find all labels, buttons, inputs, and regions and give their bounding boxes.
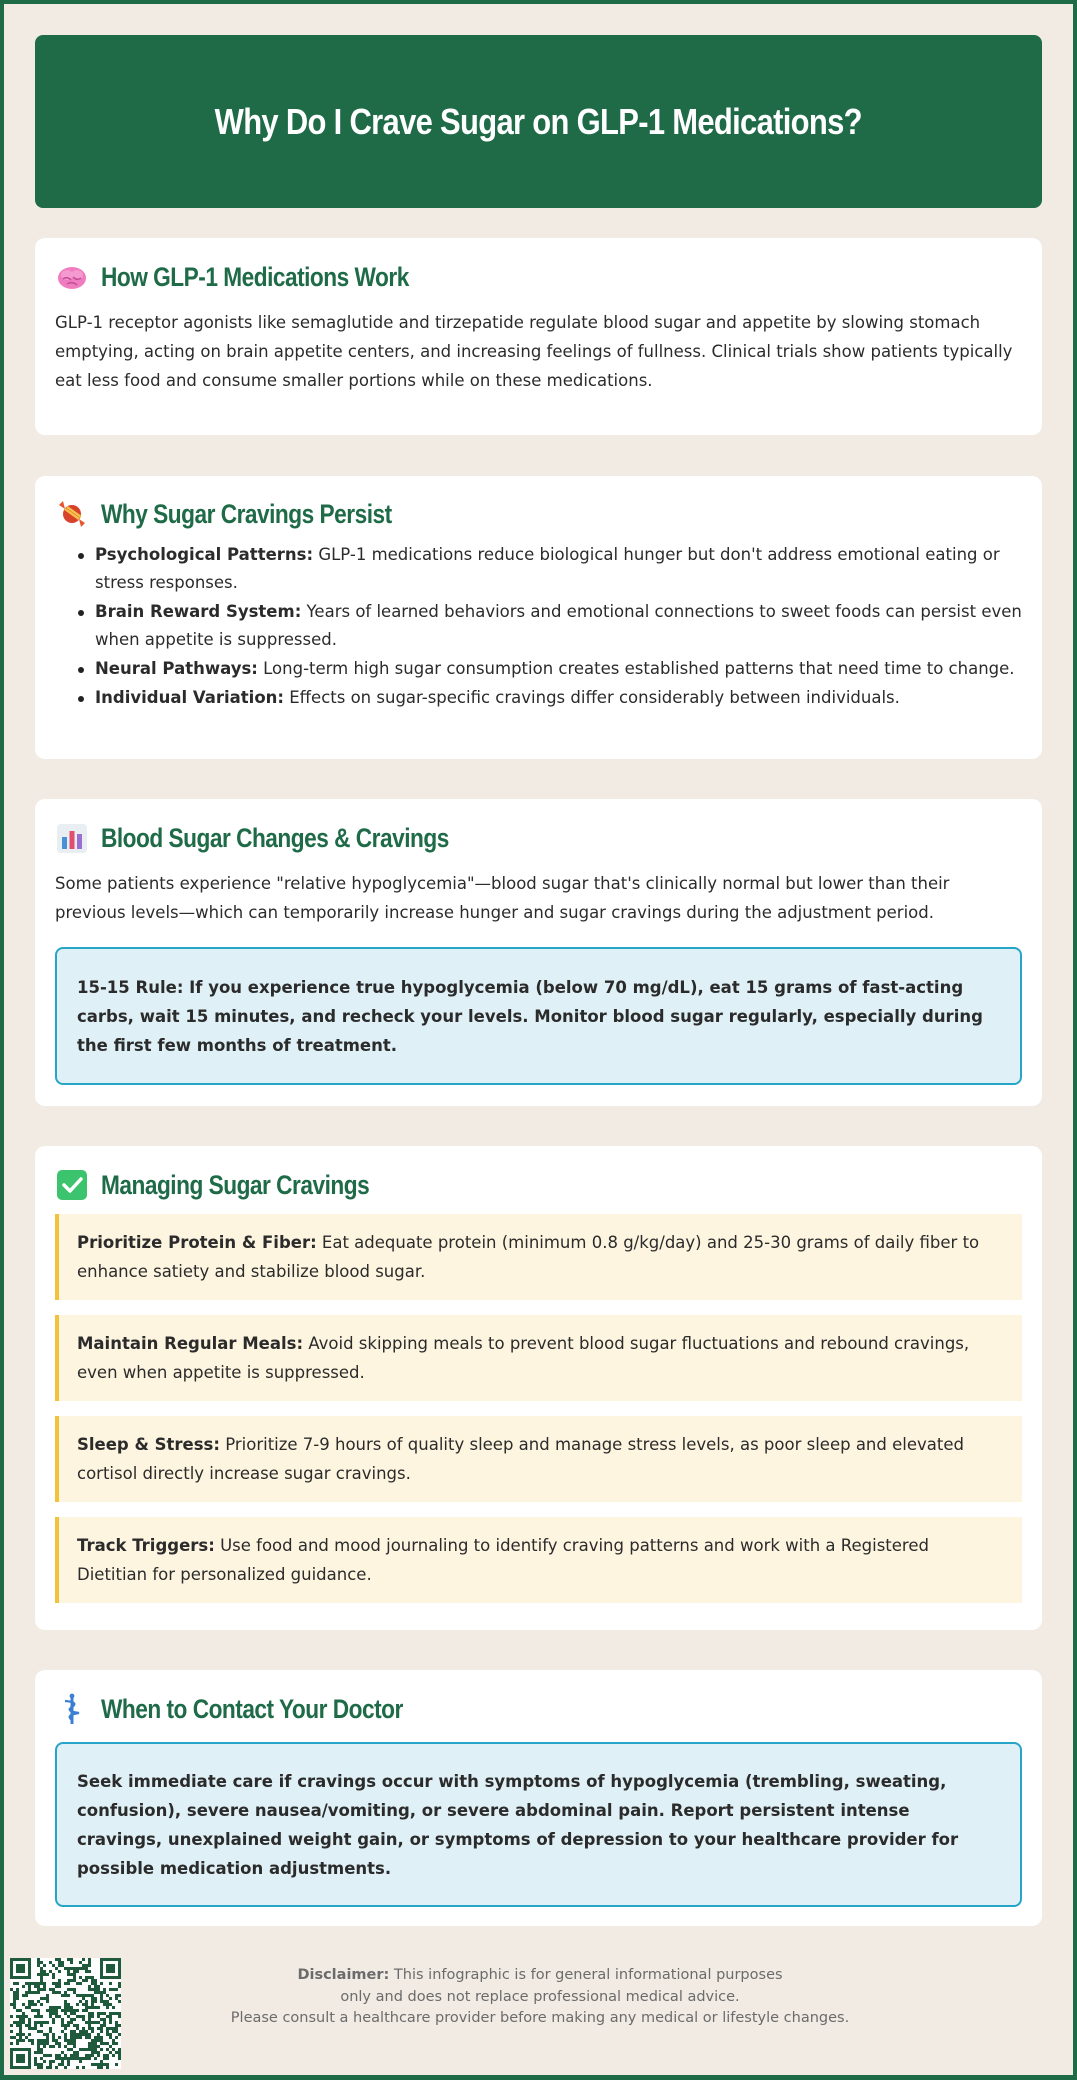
list-item bbox=[95, 598, 1022, 654]
list-item bbox=[95, 541, 1022, 597]
item-text: GLP-1 medications reduce biological hunger but don't address emotional eating or stress responses. bbox=[95, 545, 1000, 592]
cravings-list bbox=[55, 541, 1022, 712]
section-title: Why Sugar Cravings Persist bbox=[101, 498, 392, 529]
page-title: Why Do I Crave Sugar on GLP-1 Medications? bbox=[214, 100, 863, 142]
disclaimer bbox=[130, 1965, 950, 2030]
tip-card bbox=[55, 1517, 1022, 1603]
section-title: When to Contact Your Doctor bbox=[101, 1693, 403, 1724]
tip-label: Prioritize Protein & Fiber: bbox=[77, 1233, 317, 1252]
item-text: Years of learned behaviors and emotional connections to sweet foods can persist even when appetite is suppressed. bbox=[95, 602, 1022, 649]
bar-chart-icon bbox=[55, 821, 89, 855]
qr-code-icon bbox=[10, 1958, 121, 2069]
check-mark-icon bbox=[55, 1168, 89, 1202]
rule-text: 15-15 Rule: If you experience true hypoglycemia (below 70 mg/dL), eat 15 grams of fast-acting carbs, wait 15 minutes, and recheck your levels. Monitor blood sugar regularly, especially during the first few months of treatment. bbox=[77, 977, 983, 1055]
section-header bbox=[55, 260, 1022, 294]
tip-text: Use food and mood journaling to identify craving patterns and work with a Registered Dietitian for personalized guidance. bbox=[77, 1536, 929, 1584]
section-body: Some patients experience "relative hypoglycemia"—blood sugar that's clinically normal but lower than their previous levels—which can temporarily increase hunger and sugar cravings during the adjustment period. bbox=[55, 874, 950, 922]
doctor-callout bbox=[55, 1742, 1022, 1907]
list-item bbox=[95, 655, 1022, 683]
section-header bbox=[55, 1168, 1022, 1202]
section-title: Blood Sugar Changes & Cravings bbox=[101, 822, 449, 853]
tip-content bbox=[77, 1531, 1004, 1589]
tip-label: Track Triggers: bbox=[77, 1536, 215, 1555]
section-header bbox=[55, 1692, 1022, 1726]
section-how-glp1-works bbox=[35, 238, 1042, 435]
tip-text: Prioritize 7-9 hours of quality sleep and manage stress levels, as poor sleep and elevated cortisol directly increase sugar cravings. bbox=[77, 1435, 964, 1483]
section-title: Managing Sugar Cravings bbox=[101, 1169, 370, 1200]
tip-content bbox=[77, 1430, 1004, 1488]
brain-icon bbox=[55, 260, 89, 294]
list-item bbox=[95, 684, 1022, 712]
section-body: GLP-1 receptor agonists like semaglutide and tirzepatide regulate blood sugar and appetite by slowing stomach emptying, acting on brain appetite centers, and increasing feelings of fullness. Clinical trials show patients typically eat less food and consume smaller portions while on these medications. bbox=[55, 313, 1013, 390]
item-label: Brain Reward System: bbox=[95, 602, 302, 621]
tip-text: Eat adequate protein (minimum 0.8 g/kg/day) and 25-30 grams of daily fiber to enhance satiety and stabilize blood sugar. bbox=[77, 1233, 980, 1281]
section-header bbox=[55, 821, 1022, 855]
tip-card bbox=[55, 1214, 1022, 1300]
tip-label: Sleep & Stress: bbox=[77, 1435, 220, 1454]
disclaimer-line bbox=[130, 1965, 950, 1987]
section-header bbox=[55, 497, 1022, 531]
tip-card bbox=[55, 1315, 1022, 1401]
disclaimer-label: Disclaimer: bbox=[297, 1967, 390, 1983]
item-text: Effects on sugar-specific cravings differ considerably between individuals. bbox=[284, 688, 900, 707]
rule-callout bbox=[55, 947, 1022, 1085]
section-contact-doctor bbox=[35, 1670, 1042, 1926]
item-text: Long-term high sugar consumption creates established patterns that need time to change. bbox=[257, 659, 1015, 678]
disclaimer-line: only and does not replace professional medical advice. bbox=[340, 1988, 740, 2005]
item-label: Individual Variation: bbox=[95, 688, 285, 707]
tip-content bbox=[77, 1329, 1004, 1387]
disclaimer-line: Please consult a healthcare provider before making any medical or lifestyle changes. bbox=[230, 2010, 850, 2026]
doctor-text: Seek immediate care if cravings occur with symptoms of hypoglycemia (trembling, sweating, confusion), severe nausea/vomiting, or severe abdominal pain. Report persistent intense cravings, unexplained weight gain, or symptoms of depression to your healthcare provider for possible medication adjustments. bbox=[77, 1771, 959, 1878]
section-managing-cravings bbox=[35, 1146, 1042, 1630]
disclaimer-text: This infographic is for general informational purposes bbox=[389, 1967, 783, 1983]
tip-text: Avoid skipping meals to prevent blood sugar fluctuations and rebound cravings, even when appetite is suppressed. bbox=[77, 1334, 970, 1382]
candy-icon bbox=[55, 497, 89, 531]
medical-symbol-icon bbox=[55, 1692, 89, 1726]
page-header bbox=[35, 35, 1042, 208]
tip-label: Maintain Regular Meals: bbox=[77, 1334, 304, 1353]
section-why-cravings-persist bbox=[35, 476, 1042, 759]
section-blood-sugar bbox=[35, 799, 1042, 1106]
item-label: Psychological Patterns: bbox=[95, 545, 314, 564]
section-title: How GLP-1 Medications Work bbox=[101, 261, 409, 292]
item-label: Neural Pathways: bbox=[95, 659, 258, 678]
tip-card bbox=[55, 1416, 1022, 1502]
tip-content bbox=[77, 1228, 1004, 1286]
